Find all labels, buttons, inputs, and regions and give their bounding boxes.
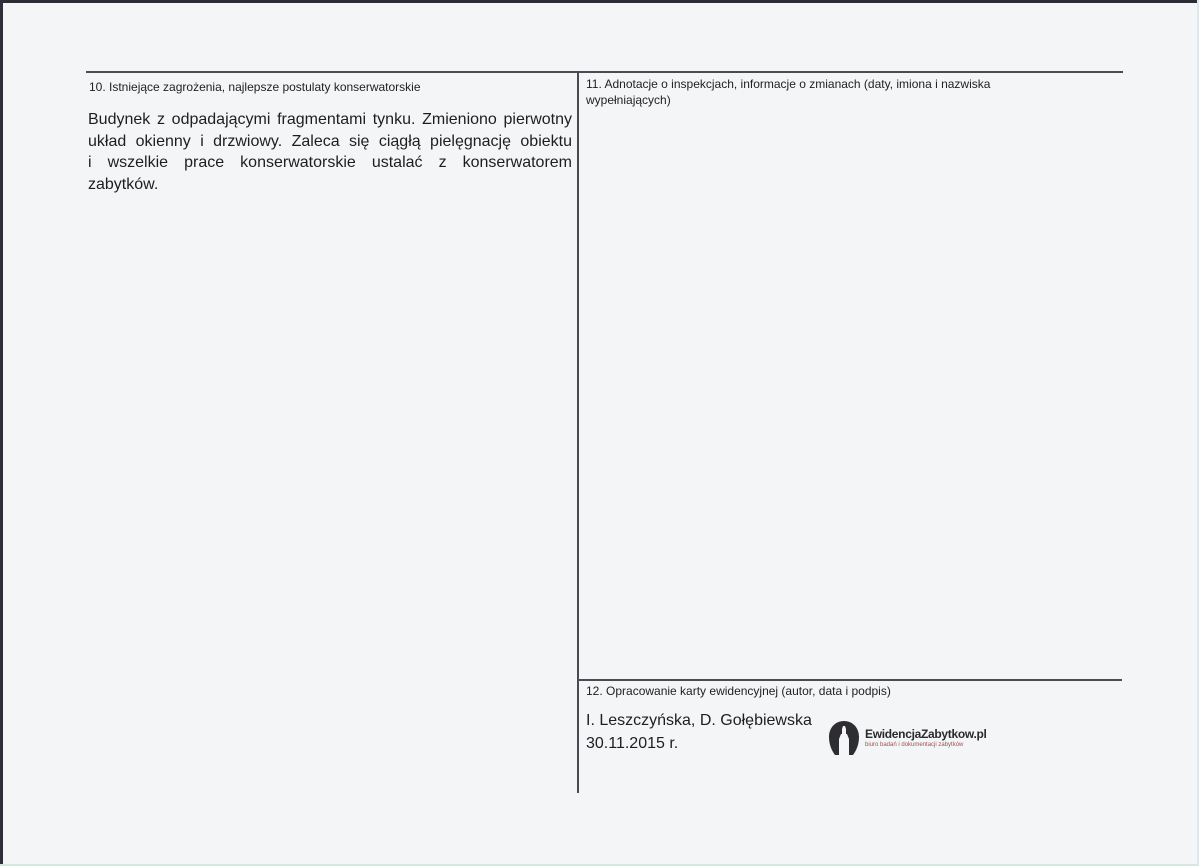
date: 30.11.2015 r. [586, 735, 679, 752]
company-logo [829, 721, 987, 755]
section-10-title: 10. Istniejące zagrożenia, najlepsze postulaty konserwatorskie [89, 80, 421, 94]
title-line: wypełniających) [586, 93, 671, 107]
top-rule [86, 71, 1123, 73]
scan-border-top [0, 0, 1199, 3]
section-12-rule [577, 679, 1122, 681]
text-line: i wszelkie prace konserwatorskie ustalać z konserwatorem zabytków. [88, 154, 572, 193]
section-12-title: 12. Opracowanie karty ewidencyjnej (autor, data i podpis) [586, 684, 891, 698]
logo-tagline: biuro badań i dokumentacji zabytków [865, 742, 964, 748]
column-divider [577, 71, 579, 793]
logo-name: EwidencjaZabytkow.pl [865, 727, 987, 741]
text-line: układ okienny i drzwiowy. Zaleca się ciągłą pielęgnację obiektu [88, 132, 572, 150]
scan-border-left [0, 0, 3, 866]
text-line: Budynek z odpadającymi fragmentami tynku. Zmieniono pierwotny [88, 111, 572, 128]
section-11-title [586, 76, 990, 108]
tower-silhouette-icon [829, 721, 859, 755]
authors: I. Leszczyńska, D. Gołębiewska [586, 712, 812, 729]
title-line: 11. Adnotacje o inspekcjach, informacje o zmianach (daty, imiona i nazwiska [586, 77, 991, 91]
section-10-text [88, 109, 572, 195]
